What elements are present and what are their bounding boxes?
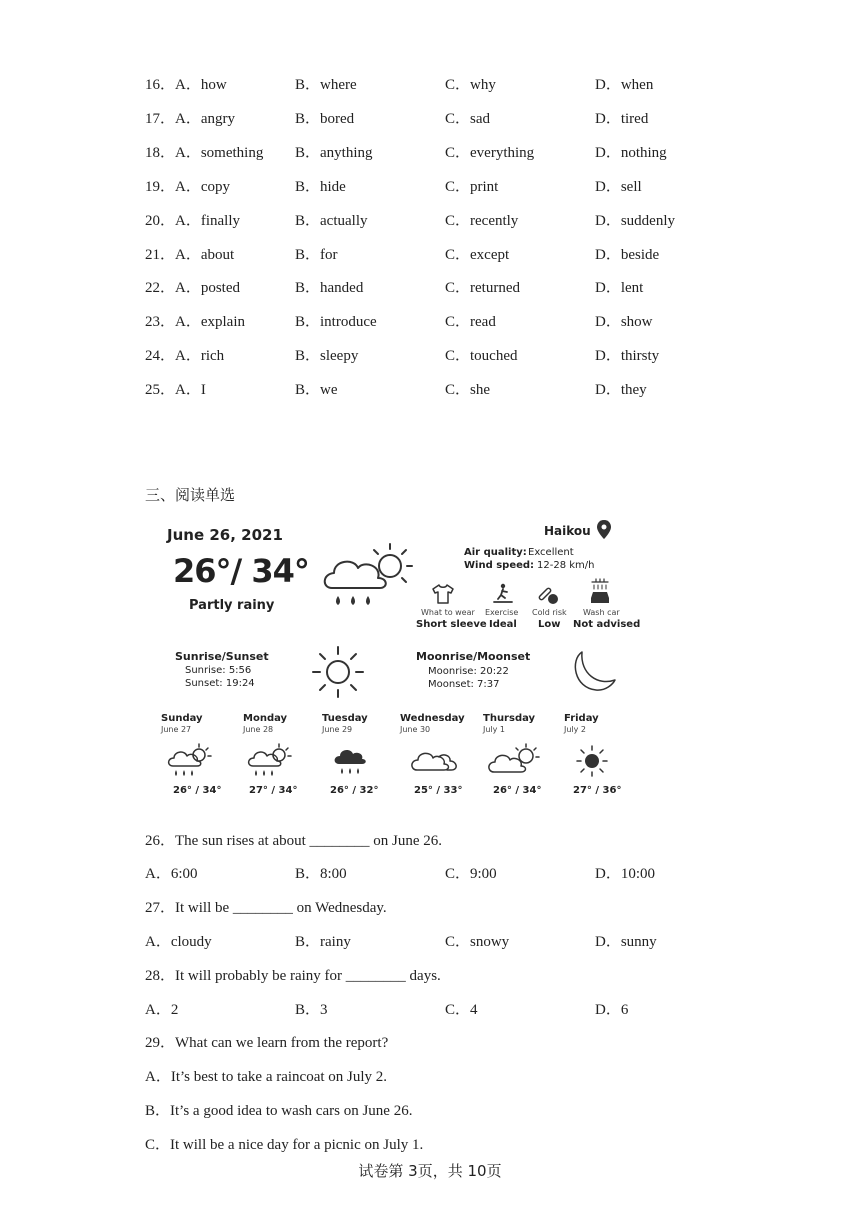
forecast-date: June 29 bbox=[322, 725, 353, 734]
option-c: C．why bbox=[445, 77, 496, 93]
question-26-options bbox=[0, 862, 860, 886]
option-a: 20．A．finally bbox=[145, 213, 241, 229]
option-d: D．suddenly bbox=[595, 213, 675, 229]
option-a: 22．A．posted bbox=[145, 280, 241, 296]
option-b: B．sleepy bbox=[295, 348, 359, 364]
option-d: D．nothing bbox=[595, 145, 667, 161]
weather-description: Partly rainy bbox=[189, 598, 275, 613]
option-c: C．recently bbox=[445, 213, 519, 229]
option-a: 18．A．something bbox=[145, 145, 264, 161]
forecast-temp: 26° / 34° bbox=[493, 785, 542, 796]
forecast-temp: 27° / 36° bbox=[573, 785, 622, 796]
option-c: C．touched bbox=[445, 348, 518, 364]
option-d: D．show bbox=[595, 314, 653, 330]
option-c: C．print bbox=[445, 179, 499, 195]
treadmill-icon bbox=[491, 583, 515, 605]
option-b: B．bored bbox=[295, 111, 355, 127]
forecast-day: Wednesday bbox=[400, 713, 465, 724]
city-name: Haikou bbox=[544, 524, 591, 538]
option-a: 25．A．I bbox=[145, 382, 206, 398]
forecast-day: Tuesday bbox=[322, 713, 368, 724]
option-row-22 bbox=[0, 276, 860, 300]
option-b: B．where bbox=[295, 77, 357, 93]
option-d: D．they bbox=[595, 382, 647, 398]
option-d: D．thirsty bbox=[595, 348, 660, 364]
sunrise-sunset-title: Sunrise/Sunset bbox=[175, 650, 269, 663]
option-row-21 bbox=[0, 243, 860, 267]
weather-temperature: 26°/ 34° bbox=[173, 552, 309, 590]
option-a: A．2 bbox=[145, 1002, 179, 1018]
forecast-date: July 2 bbox=[564, 725, 587, 734]
option-row-20 bbox=[0, 209, 860, 233]
option-c: C．everything bbox=[445, 145, 535, 161]
question-29: 29．What can we learn from the report? bbox=[145, 1035, 389, 1051]
option-b: B．hide bbox=[295, 179, 346, 195]
tip-value: Ideal bbox=[489, 619, 517, 630]
rain-icon bbox=[333, 746, 367, 780]
moon-icon bbox=[568, 648, 618, 694]
option-c: C．returned bbox=[445, 280, 520, 296]
forecast-day: Friday bbox=[564, 713, 599, 724]
forecast-temp: 26° / 34° bbox=[173, 785, 222, 796]
option-b: B．rainy bbox=[295, 934, 351, 950]
question-27: 27．It will be ________ on Wednesday. bbox=[145, 900, 387, 916]
moonrise-time: Moonrise: 20:22 bbox=[428, 666, 509, 677]
sunny-icon bbox=[575, 744, 609, 778]
sunrise-time: Sunrise: 5:56 bbox=[185, 665, 252, 676]
option-row-25 bbox=[0, 378, 860, 402]
section-title: 三、阅读单选 bbox=[145, 486, 236, 504]
sunset-time: Sunset: 19:24 bbox=[185, 678, 255, 689]
option-c: C．except bbox=[445, 247, 510, 263]
option-a: 24．A．rich bbox=[145, 348, 225, 364]
forecast-date: June 27 bbox=[161, 725, 192, 734]
tip-label: Exercise bbox=[485, 608, 519, 617]
sun-icon bbox=[310, 644, 366, 700]
weather-date: June 26, 2021 bbox=[167, 526, 283, 544]
air-quality-label: Air quality: bbox=[464, 547, 527, 558]
option-d: D．beside bbox=[595, 247, 660, 263]
moonrise-moonset-title: Moonrise/Moonset bbox=[416, 650, 531, 663]
option-row-24 bbox=[0, 344, 860, 368]
shirt-icon bbox=[431, 583, 455, 605]
tip-label: What to wear bbox=[421, 608, 475, 617]
forecast-date: June 30 bbox=[400, 725, 431, 734]
partly-rainy-icon bbox=[167, 742, 213, 780]
option-b: B．actually bbox=[295, 213, 368, 229]
option-b: B．for bbox=[295, 247, 338, 263]
option-a: 19．A．copy bbox=[145, 179, 231, 195]
option-c: C．sad bbox=[445, 111, 491, 127]
option-a: A．cloudy bbox=[145, 934, 212, 950]
option-d: D．tired bbox=[595, 111, 649, 127]
wind-speed-value: 12-28 km/h bbox=[537, 560, 595, 571]
option-a: 21．A．about bbox=[145, 247, 235, 263]
option-b: B．we bbox=[295, 382, 338, 398]
question-28-options bbox=[0, 998, 860, 1022]
option-c: C．read bbox=[445, 314, 496, 330]
question-29-option-b: B．It’s a good idea to wash cars on June 26. bbox=[145, 1103, 413, 1119]
option-d: D．10:00 bbox=[595, 866, 656, 882]
option-b: B．handed bbox=[295, 280, 364, 296]
option-a: 17．A．angry bbox=[145, 111, 236, 127]
option-c: C．she bbox=[445, 382, 491, 398]
option-d: D．sell bbox=[595, 179, 642, 195]
pills-icon bbox=[536, 584, 560, 606]
tip-value: Not advised bbox=[573, 619, 641, 630]
cloudy-icon bbox=[409, 748, 461, 776]
location-pin-icon bbox=[597, 520, 611, 540]
option-b: B．3 bbox=[295, 1002, 328, 1018]
forecast-day: Monday bbox=[243, 713, 288, 724]
option-number: 16．A．how bbox=[145, 77, 227, 93]
forecast-temp: 27° / 34° bbox=[249, 785, 298, 796]
option-a: A．6:00 bbox=[145, 866, 198, 882]
partly-rainy-icon bbox=[320, 538, 420, 618]
partly-cloudy-icon bbox=[486, 742, 542, 778]
tip-label: Cold risk bbox=[532, 608, 567, 617]
question-27-options bbox=[0, 930, 860, 954]
option-b: B．anything bbox=[295, 145, 373, 161]
weather-report-image bbox=[155, 520, 655, 810]
option-row-18 bbox=[0, 141, 860, 165]
option-row-23 bbox=[0, 310, 860, 334]
option-a: 23．A．explain bbox=[145, 314, 245, 330]
question-28: 28．It will probably be rainy for ________ days. bbox=[145, 968, 441, 984]
forecast-day: Sunday bbox=[161, 713, 203, 724]
question-26: 26．The sun rises at about ________ on June 26. bbox=[145, 833, 443, 849]
option-b: B．introduce bbox=[295, 314, 377, 330]
option-d: D．6 bbox=[595, 1002, 629, 1018]
forecast-temp: 25° / 33° bbox=[414, 785, 463, 796]
partly-rainy-icon bbox=[247, 742, 293, 780]
option-c: C．snowy bbox=[445, 934, 510, 950]
moonset-time: Moonset: 7:37 bbox=[428, 679, 500, 690]
question-29-option-c: C．It will be a nice day for a picnic on July 1. bbox=[145, 1137, 424, 1153]
option-row-17 bbox=[0, 107, 860, 131]
tip-value: Short sleeve bbox=[416, 619, 487, 630]
option-row-19 bbox=[0, 175, 860, 199]
page-footer: 试卷第 3页，共 10页 bbox=[358, 1162, 502, 1180]
tip-value: Low bbox=[538, 619, 561, 630]
option-d: D．lent bbox=[595, 280, 644, 296]
air-quality-value: Excellent bbox=[528, 547, 574, 558]
forecast-date: July 1 bbox=[483, 725, 506, 734]
option-c: C．4 bbox=[445, 1002, 478, 1018]
option-d: D．sunny bbox=[595, 934, 657, 950]
question-29-option-a: A．It’s best to take a raincoat on July 2. bbox=[145, 1069, 388, 1085]
option-c: C．9:00 bbox=[445, 866, 497, 882]
option-row-16 bbox=[0, 73, 860, 97]
forecast-temp: 26° / 32° bbox=[330, 785, 379, 796]
option-d: D．when bbox=[595, 77, 654, 93]
wind-speed-label: Wind speed: bbox=[464, 560, 535, 571]
forecast-date: June 28 bbox=[243, 725, 274, 734]
option-b: B．8:00 bbox=[295, 866, 347, 882]
tip-label: Wash car bbox=[583, 608, 620, 617]
car-wash-icon bbox=[588, 578, 612, 606]
forecast-day: Thursday bbox=[483, 713, 536, 724]
